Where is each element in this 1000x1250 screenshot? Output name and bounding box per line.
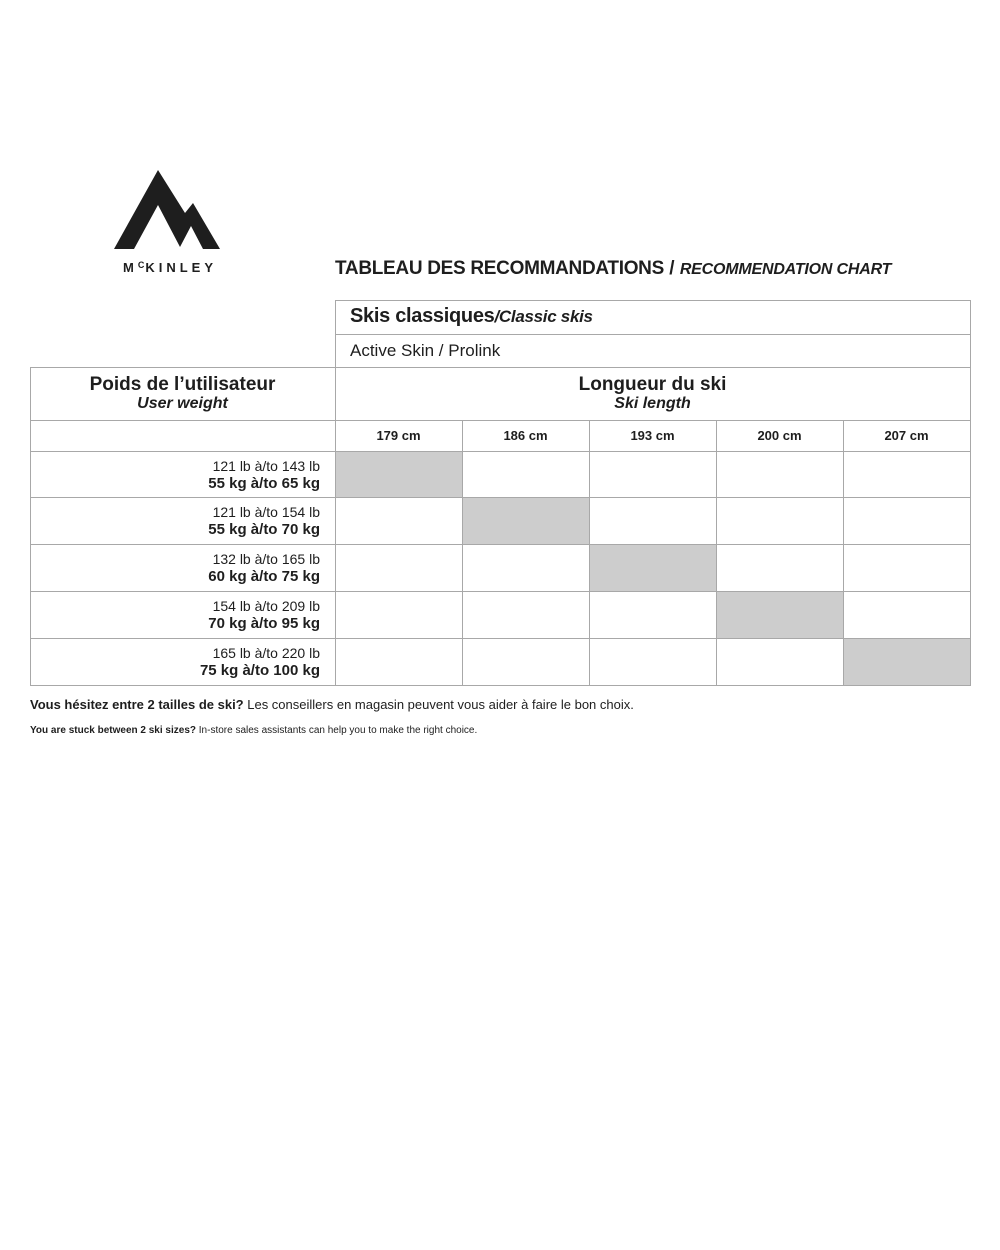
recommended-cell xyxy=(590,545,716,591)
title-fr: TABLEAU DES RECOMMANDATIONS xyxy=(335,258,664,279)
title-en: RECOMMENDATION CHART xyxy=(679,261,892,278)
product-model: Active Skin / Prolink xyxy=(350,341,501,360)
brand-logo xyxy=(100,168,240,280)
weight-row-3: 132 lb à/to 165 lb 60 kg à/to 75 kg xyxy=(208,551,320,585)
column-header-186: 186 cm xyxy=(503,428,548,443)
product-category: Skis classiques/Classic skis xyxy=(350,305,593,327)
column-header-193: 193 cm xyxy=(630,428,675,443)
chart-title: TABLEAU DES RECOMMANDATIONS / RECOMMENDATION CHART xyxy=(335,258,892,279)
note-en: You are stuck between 2 ski sizes? In-store sales assistants can help you to make the right choice. xyxy=(30,725,478,736)
brand-name: $M^CKINLEY$ xyxy=(122,260,217,275)
weight-row-2: 121 lb à/to 154 lb 55 kg à/to 70 kg xyxy=(208,504,320,538)
recommended-cell xyxy=(717,592,843,638)
weight-row-1: 121 lb à/to 143 lb 55 kg à/to 65 kg xyxy=(208,458,320,492)
recommended-cell xyxy=(844,639,970,685)
weight-row-4: 154 lb à/to 209 lb 70 kg à/to 95 kg xyxy=(208,598,320,632)
weight-header: Poids de l’utilisateur User weight xyxy=(89,374,276,412)
recommended-cell xyxy=(336,452,462,497)
note-fr: Vous hésitez entre 2 tailles de ski? Les conseillers en magasin peuvent vous aider à faire le bon choix. xyxy=(30,697,634,712)
column-header-200: 200 cm xyxy=(757,428,802,443)
column-header-207: 207 cm xyxy=(884,428,929,443)
length-header: Longueur du ski Ski length xyxy=(578,374,727,412)
mountain-logo-icon xyxy=(114,168,222,250)
weight-row-5: 165 lb à/to 220 lb 75 kg à/to 100 kg xyxy=(199,645,320,679)
recommended-cell xyxy=(463,498,589,544)
column-header-179: 179 cm xyxy=(376,428,421,443)
